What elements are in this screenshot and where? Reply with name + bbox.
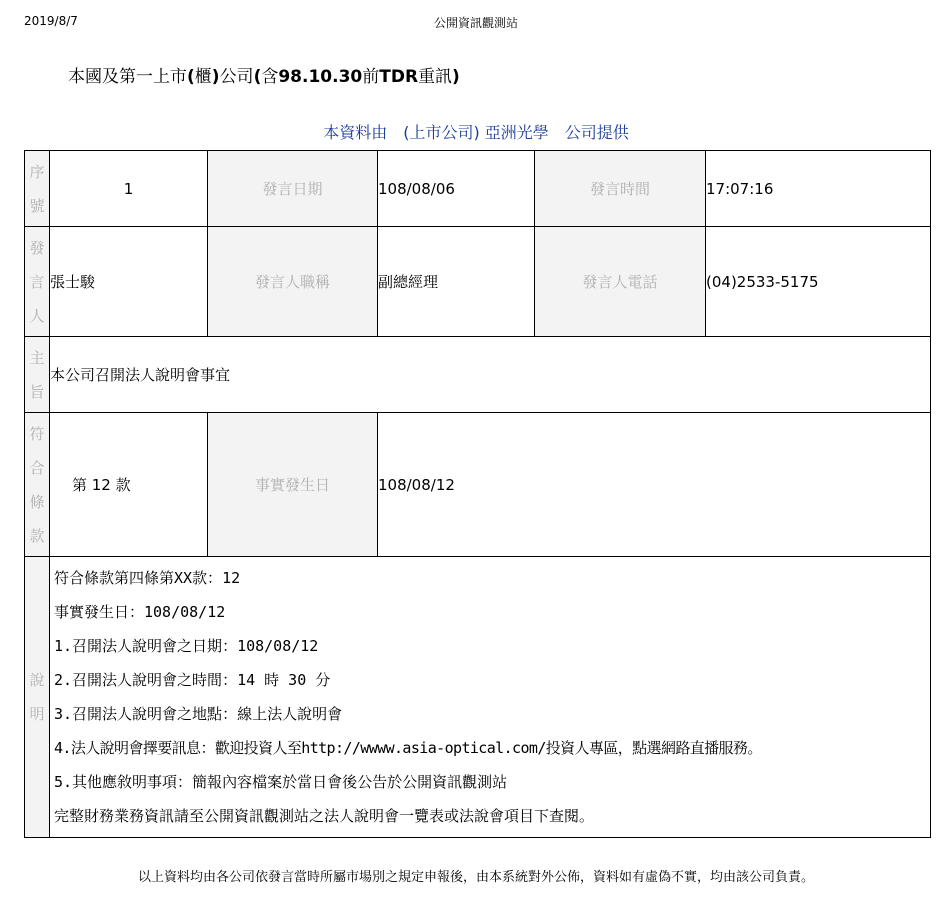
date-value: 108/08/06 bbox=[378, 151, 535, 227]
speaker-title-label: 發言人職稱 bbox=[208, 227, 378, 337]
clause-value: 第 12 款 bbox=[50, 413, 208, 557]
time-label: 發言時間 bbox=[535, 151, 706, 227]
table-row bbox=[25, 337, 931, 413]
desc-line: 4.法人說明會擇要訊息：歡迎投資人至http://wwww.asia-optical.com/投資人專區，點選網路直播服務。 bbox=[54, 739, 762, 757]
desc-line: 1.召開法人說明會之日期：108/08/12 bbox=[54, 637, 319, 655]
description-cell bbox=[50, 557, 931, 838]
speaker-phone-label: 發言人電話 bbox=[535, 227, 706, 337]
speaker-phone: (04)2533-5175 bbox=[706, 227, 931, 337]
desc-line: 事實發生日：108/08/12 bbox=[54, 603, 226, 621]
row-label-description: 說明 bbox=[25, 557, 50, 838]
print-date: 2019/8/7 bbox=[24, 14, 78, 28]
desc-line: 完整財務業務資訊請至公開資訊觀測站之法人說明會一覽表或法說會項目下查閱。 bbox=[54, 807, 595, 825]
row-label-clause: 符合條款 bbox=[25, 413, 50, 557]
speaker-title: 副總經理 bbox=[378, 227, 535, 337]
row-label-seq: 序號 bbox=[25, 151, 50, 227]
provider-line: 本資料由 (上市公司) 亞洲光學 公司提供 bbox=[323, 123, 629, 142]
site-name: 公開資訊觀測站 bbox=[433, 16, 518, 30]
table-row bbox=[25, 151, 931, 227]
desc-line: 3.召開法人說明會之地點：線上法人說明會 bbox=[54, 705, 343, 723]
date-label: 發言日期 bbox=[208, 151, 378, 227]
announcement-table bbox=[24, 150, 931, 838]
table-row bbox=[25, 557, 931, 838]
table-row bbox=[25, 227, 931, 337]
subject-value: 本公司召開法人說明會事宜 bbox=[50, 337, 931, 413]
fact-date-label: 事實發生日 bbox=[208, 413, 378, 557]
time-value: 17:07:16 bbox=[706, 151, 931, 227]
disclaimer: 以上資料均由各公司依發言當時所屬市場別之規定申報後，由本系統對外公佈，資料如有虛偽不實，均由該公司負責。 bbox=[137, 870, 814, 885]
page-title: 本國及第一上市(櫃)公司(含98.10.30前TDR重訊) bbox=[68, 67, 460, 87]
row-label-speaker: 發言人 bbox=[25, 227, 50, 337]
desc-line: 5.其他應敘明事項：簡報內容檔案於當日會後公告於公開資訊觀測站 bbox=[54, 773, 508, 791]
speaker-name: 張士駿 bbox=[50, 227, 208, 337]
seq-value: 1 bbox=[50, 151, 208, 227]
table-row bbox=[25, 413, 931, 557]
desc-line: 符合條款第四條第XX款：12 bbox=[54, 569, 241, 587]
fact-date-value: 108/08/12 bbox=[378, 413, 931, 557]
desc-line: 2.召開法人說明會之時間：14 時 30 分 bbox=[54, 671, 331, 689]
row-label-subject: 主旨 bbox=[25, 337, 50, 413]
